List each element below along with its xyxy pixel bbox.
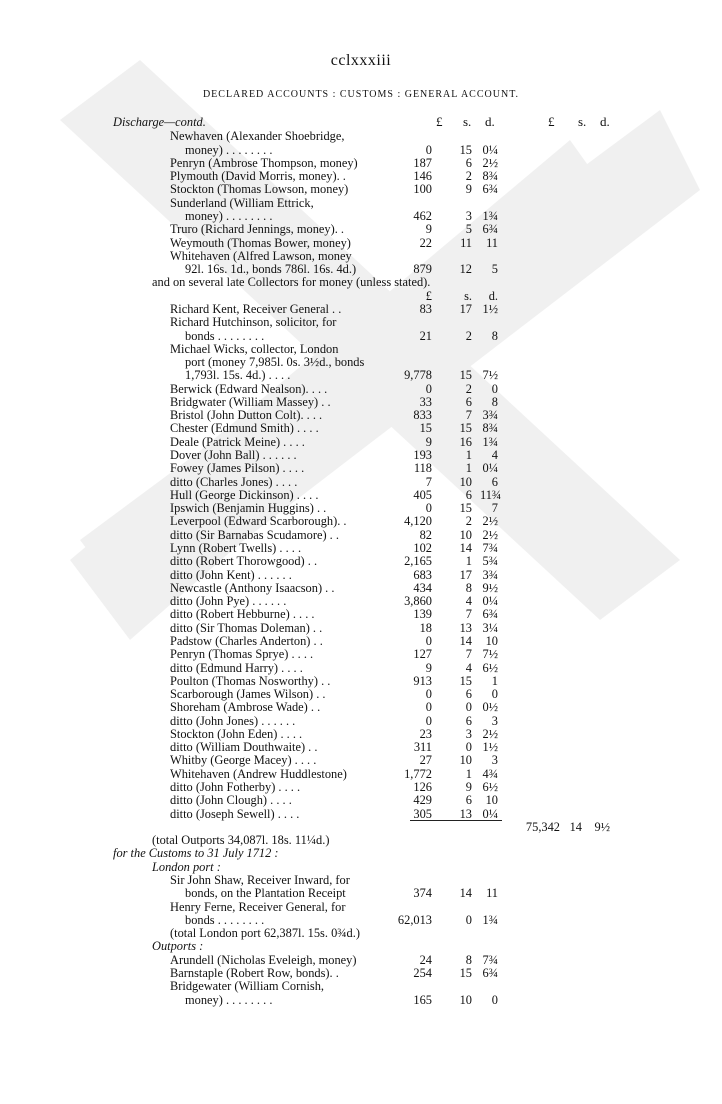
amount-pence: 0½ bbox=[482, 700, 498, 715]
table-row bbox=[0, 368, 722, 382]
row-label: money) . . . . . . . . bbox=[185, 142, 273, 157]
amount-pence: 2½ bbox=[482, 726, 498, 741]
amount-pence: 3¾ bbox=[482, 567, 498, 582]
row-label: Bridgwater (William Massey) . . bbox=[170, 394, 331, 409]
amount-shillings: 12 bbox=[459, 262, 472, 277]
row-label: ditto (John Pye) . . . . . . bbox=[170, 594, 287, 609]
row-label: Whitby (George Macey) . . . . bbox=[170, 753, 317, 768]
row-label: Padstow (Charles Anderton) . . bbox=[170, 633, 323, 648]
amount-pounds: 683 bbox=[413, 567, 432, 582]
amount-pounds: 193 bbox=[413, 448, 432, 462]
table-row bbox=[0, 209, 722, 223]
table-row bbox=[0, 939, 722, 953]
table-row bbox=[0, 169, 722, 183]
amount-shillings: 3 bbox=[465, 209, 472, 223]
row-label: money) . . . . . . . . bbox=[185, 992, 273, 1007]
amount-pence: 2½ bbox=[482, 155, 498, 170]
row-label: Scarborough (James Wilson) . . bbox=[170, 687, 326, 701]
table-row bbox=[0, 687, 722, 701]
table-row bbox=[0, 461, 722, 475]
table-row bbox=[0, 342, 722, 356]
amount-shillings: 7 bbox=[465, 607, 472, 622]
header-total-pence: d. bbox=[600, 114, 610, 129]
amount-pence: 3¾ bbox=[482, 408, 498, 423]
amount-shillings: 15 bbox=[459, 673, 472, 688]
header-total-pounds: £ bbox=[548, 114, 555, 129]
row-label: Poulton (Thomas Nosworthy) . . bbox=[170, 673, 331, 688]
table-row bbox=[0, 408, 722, 422]
table-row bbox=[0, 886, 722, 900]
amount-pounds: 0 bbox=[425, 687, 432, 701]
row-label: Ipswich (Benjamin Huggins) . . bbox=[170, 501, 327, 516]
amount-pence: 3 bbox=[491, 753, 498, 768]
row-label: Henry Ferne, Receiver General, for bbox=[170, 899, 346, 914]
table-row bbox=[0, 355, 722, 369]
amount-pence: 5 bbox=[491, 262, 498, 277]
row-label: ditto (Edmund Harry) . . . . bbox=[170, 660, 303, 675]
amount-shillings: 11 bbox=[460, 235, 472, 250]
row-label: Plymouth (David Morris, money). . bbox=[170, 169, 346, 184]
table-row bbox=[0, 568, 722, 582]
amount-pence: 7½ bbox=[482, 368, 498, 383]
amount-shillings: 3 bbox=[465, 726, 472, 741]
row-label: 92l. 16s. 1d., bonds 786l. 16s. 4d.) bbox=[185, 262, 357, 277]
amount-pounds: 1,772 bbox=[404, 766, 432, 781]
amount-pounds: 311 bbox=[413, 740, 432, 755]
amount-pounds: 7 bbox=[425, 474, 432, 489]
table-row bbox=[0, 700, 722, 714]
table-row bbox=[0, 302, 722, 316]
row-label: port (money 7,985l. 0s. 3½d., bonds bbox=[185, 355, 365, 369]
table-row bbox=[0, 421, 722, 435]
row-label: (total Outports 34,087l. 18s. 11¼d.) bbox=[152, 833, 330, 848]
amount-pounds: 0 bbox=[425, 700, 432, 715]
amount-shillings: 8 bbox=[465, 580, 472, 595]
amount-shillings: 9 bbox=[465, 780, 472, 794]
table-row bbox=[0, 993, 722, 1007]
amount-shillings: 1 bbox=[465, 448, 472, 462]
row-label: money) . . . . . . . . bbox=[185, 209, 273, 223]
amount-shillings: 9 bbox=[465, 182, 472, 197]
row-label: Barnstaple (Robert Row, bonds). . bbox=[170, 965, 339, 980]
table-row bbox=[0, 966, 722, 980]
amount-shillings: 10 bbox=[459, 992, 472, 1007]
amount-pounds: 0 bbox=[425, 381, 432, 396]
amount-pounds: 879 bbox=[413, 262, 432, 277]
amount-pounds: 126 bbox=[413, 780, 432, 794]
row-label: Lynn (Robert Twells) . . . . bbox=[170, 541, 302, 555]
amount-shillings: 14 bbox=[459, 541, 472, 555]
amount-pence: 7¾ bbox=[482, 541, 498, 555]
row-label: ditto (William Douthwaite) . . bbox=[170, 740, 318, 755]
table-row bbox=[0, 528, 722, 542]
table-row bbox=[0, 953, 722, 967]
amount-shillings: 6 bbox=[465, 713, 472, 728]
amount-pounds: 0 bbox=[425, 142, 432, 157]
row-label: Richard Kent, Receiver General . . bbox=[170, 301, 342, 316]
table-row bbox=[0, 514, 722, 528]
table-row bbox=[0, 767, 722, 781]
amount-pounds: 23 bbox=[419, 726, 432, 741]
amount-pence: d. bbox=[488, 288, 498, 303]
table-row bbox=[0, 740, 722, 754]
amount-shillings: 2 bbox=[465, 381, 472, 396]
amount-pence: 10 bbox=[485, 793, 498, 808]
row-label: Outports : bbox=[152, 939, 204, 954]
amount-pounds: 62,013 bbox=[397, 912, 432, 927]
amount-pence: 4 bbox=[491, 448, 498, 462]
row-label: Richard Hutchinson, solicitor, for bbox=[170, 315, 337, 330]
amount-pounds: 15 bbox=[419, 421, 432, 436]
amount-pence: 7½ bbox=[482, 647, 498, 662]
amount-pounds: 833 bbox=[413, 408, 432, 423]
amount-pence: 6¾ bbox=[482, 222, 498, 237]
amount-pence: 0¼ bbox=[482, 461, 498, 476]
table-row bbox=[0, 607, 722, 621]
amount-pence: 0 bbox=[491, 687, 498, 701]
amount-pence: 6 bbox=[491, 474, 498, 489]
table-row bbox=[0, 647, 722, 661]
amount-pence: 0¼ bbox=[482, 594, 498, 609]
table-row bbox=[0, 833, 722, 847]
amount-shillings: 6 bbox=[465, 394, 472, 409]
row-label: ditto (John Kent) . . . . . . bbox=[170, 567, 292, 582]
amount-pounds: 146 bbox=[413, 169, 432, 184]
table-row bbox=[0, 475, 722, 489]
table-row bbox=[0, 182, 722, 196]
row-label: Whitehaven (Alfred Lawson, money bbox=[170, 248, 352, 263]
amount-pence: 1 bbox=[491, 673, 498, 688]
amount-pence: 11 bbox=[486, 235, 498, 250]
amount-pence: 6¾ bbox=[482, 965, 498, 980]
row-label: bonds, on the Plantation Receipt bbox=[185, 886, 346, 901]
amount-pence: 5¾ bbox=[482, 554, 498, 569]
amount-shillings: 15 bbox=[459, 965, 472, 980]
amount-shillings: 6 bbox=[465, 487, 472, 502]
table-row bbox=[0, 846, 722, 860]
amount-pounds: 18 bbox=[419, 620, 432, 635]
row-label: ditto (Robert Thorowgood) . . bbox=[170, 554, 318, 569]
row-label: Bristol (John Dutton Colt). . . . bbox=[170, 408, 323, 423]
amount-pounds: 33 bbox=[419, 394, 432, 409]
amount-pounds: 9 bbox=[425, 434, 432, 449]
amount-pence: 1½ bbox=[482, 301, 498, 316]
amount-pence: 8 bbox=[491, 394, 498, 409]
row-label: Hull (George Dickinson) . . . . bbox=[170, 487, 319, 502]
row-label: ditto (Robert Hebburne) . . . . bbox=[170, 607, 315, 622]
amount-pounds: 9,778 bbox=[404, 368, 432, 383]
amount-pounds: 127 bbox=[413, 647, 432, 662]
table-row bbox=[0, 979, 722, 993]
amount-shillings: 1 bbox=[465, 461, 472, 476]
table-row bbox=[0, 820, 722, 834]
amount-pounds: 187 bbox=[413, 155, 432, 170]
table-row bbox=[0, 727, 722, 741]
table-row bbox=[0, 315, 722, 329]
table-row bbox=[0, 222, 722, 236]
row-label: Shoreham (Ambrose Wade) . . bbox=[170, 700, 321, 715]
amount-pence: 6½ bbox=[482, 660, 498, 675]
table-row bbox=[0, 634, 722, 648]
table-row bbox=[0, 581, 722, 595]
table-row bbox=[0, 541, 722, 555]
table-row bbox=[0, 661, 722, 675]
amount-shillings: 17 bbox=[459, 567, 472, 582]
row-label: Stockton (John Eden) . . . . bbox=[170, 726, 303, 741]
amount-pounds: 24 bbox=[419, 952, 432, 967]
amount-pounds: 405 bbox=[413, 487, 432, 502]
amount-shillings: 1 bbox=[465, 766, 472, 781]
row-label: bonds . . . . . . . . bbox=[185, 912, 265, 927]
amount-shillings: 1 bbox=[465, 554, 472, 569]
table-row bbox=[0, 236, 722, 250]
table-row bbox=[0, 594, 722, 608]
amount-pence: 8¾ bbox=[482, 169, 498, 184]
amount-pence: 7¾ bbox=[482, 952, 498, 967]
table-row bbox=[0, 262, 722, 276]
amount-pence: 2½ bbox=[482, 527, 498, 542]
table-row bbox=[0, 448, 722, 462]
amount-pence: 8 bbox=[491, 328, 498, 343]
row-label: Stockton (Thomas Lowson, money) bbox=[170, 182, 349, 197]
row-label: ditto (John Clough) . . . . bbox=[170, 793, 292, 808]
table-row bbox=[0, 793, 722, 807]
amount-pounds: 21 bbox=[419, 328, 432, 343]
table-row bbox=[0, 501, 722, 515]
amount-pounds: 139 bbox=[413, 607, 432, 622]
amount-pence: 0¼ bbox=[482, 806, 498, 821]
row-label: for the Customs to 31 July 1712 : bbox=[113, 846, 279, 861]
amount-pence: 6¾ bbox=[482, 182, 498, 197]
amount-pounds: 462 bbox=[413, 209, 432, 223]
table-row bbox=[0, 196, 722, 210]
amount-pounds: 165 bbox=[413, 992, 432, 1007]
amount-pounds: 102 bbox=[413, 541, 432, 555]
amount-pounds: 913 bbox=[413, 673, 432, 688]
table-row bbox=[0, 554, 722, 568]
amount-pounds: 2,165 bbox=[404, 554, 432, 569]
amount-pence: 11¾ bbox=[480, 487, 502, 502]
amount-pounds: 27 bbox=[419, 753, 432, 768]
amount-pounds: 83 bbox=[419, 301, 432, 316]
table-row bbox=[0, 435, 722, 449]
amount-shillings: 0 bbox=[465, 912, 472, 927]
amount-shillings: 10 bbox=[459, 527, 472, 542]
amount-pounds: 429 bbox=[413, 793, 432, 808]
row-label: ditto (John Jones) . . . . . . bbox=[170, 713, 296, 728]
page-folio: cclxxxiii bbox=[330, 52, 392, 69]
amount-pence: 9½ bbox=[482, 580, 498, 595]
amount-shillings: 15 bbox=[459, 421, 472, 436]
row-label: (total London port 62,387l. 15s. 0¾d.) bbox=[170, 926, 360, 941]
row-label: ditto (Sir Barnabas Scudamore) . . bbox=[170, 527, 339, 542]
total-pence: 9½ bbox=[594, 819, 610, 834]
amount-shillings: 2 bbox=[465, 328, 472, 343]
amount-pounds: 4,120 bbox=[404, 514, 432, 529]
amount-pounds: 82 bbox=[419, 527, 432, 542]
table-row bbox=[0, 382, 722, 396]
running-head: DECLARED ACCOUNTS : CUSTOMS : GENERAL ACCOUNT. bbox=[202, 89, 520, 100]
amount-shillings: 10 bbox=[459, 474, 472, 489]
row-label: Discharge—contd. bbox=[113, 115, 206, 129]
header-pounds: £ bbox=[436, 114, 443, 129]
amount-shillings: 15 bbox=[459, 368, 472, 383]
amount-pounds: 254 bbox=[413, 965, 432, 980]
row-label: Arundell (Nicholas Eveleigh, money) bbox=[170, 952, 357, 967]
amount-shillings: 14 bbox=[459, 886, 472, 901]
row-label: Penryn (Ambrose Thompson, money) bbox=[170, 155, 358, 170]
amount-shillings: 6 bbox=[465, 793, 472, 808]
amount-pence: 8¾ bbox=[482, 421, 498, 436]
amount-pounds: 0 bbox=[425, 501, 432, 516]
amount-shillings: 4 bbox=[465, 660, 472, 675]
amount-pence: 1¾ bbox=[482, 434, 498, 449]
row-label: Fowey (James Pilson) . . . . bbox=[170, 461, 305, 476]
table-row bbox=[0, 621, 722, 635]
row-label: Weymouth (Thomas Bower, money) bbox=[170, 235, 351, 250]
amount-shillings: 2 bbox=[465, 514, 472, 529]
amount-shillings: 8 bbox=[465, 952, 472, 967]
total-pounds: 75,342 bbox=[525, 819, 560, 834]
amount-shillings: s. bbox=[464, 288, 472, 303]
amount-pounds: 22 bbox=[419, 235, 432, 250]
table-row bbox=[0, 289, 722, 303]
row-label: Sunderland (William Ettrick, bbox=[170, 195, 314, 210]
amount-pounds: 100 bbox=[413, 182, 432, 197]
table-row bbox=[0, 129, 722, 143]
amount-pounds: 434 bbox=[413, 580, 432, 595]
row-label: Penryn (Thomas Sprye) . . . . bbox=[170, 647, 314, 662]
table-row bbox=[0, 860, 722, 874]
amount-pence: 0¼ bbox=[482, 142, 498, 157]
row-label: 1,793l. 15s. 4d.) . . . . bbox=[185, 368, 291, 383]
row-label: Sir John Shaw, Receiver Inward, for bbox=[170, 873, 350, 887]
table-row bbox=[0, 275, 722, 289]
amount-pounds: 374 bbox=[413, 886, 432, 901]
row-label: ditto (John Fotherby) . . . . bbox=[170, 780, 301, 794]
table-row bbox=[0, 674, 722, 688]
row-label: ditto (Charles Jones) . . . . bbox=[170, 474, 298, 489]
amount-shillings: 13 bbox=[459, 806, 472, 821]
amount-pounds: 9 bbox=[425, 222, 432, 237]
row-label: Newcastle (Anthony Isaacson) . . bbox=[170, 580, 335, 595]
row-label: Whitehaven (Andrew Huddlestone) bbox=[170, 766, 347, 781]
row-label: Dover (John Ball) . . . . . . bbox=[170, 448, 297, 462]
amount-shillings: 10 bbox=[459, 753, 472, 768]
amount-pounds: 0 bbox=[425, 713, 432, 728]
row-label: bonds . . . . . . . . bbox=[185, 328, 265, 343]
amount-pounds: 305 bbox=[413, 806, 432, 821]
amount-pounds: 3,860 bbox=[404, 594, 432, 609]
amount-pence: 10 bbox=[485, 633, 498, 648]
row-label: Truro (Richard Jennings, money). . bbox=[170, 222, 345, 237]
total-shillings: 14 bbox=[569, 819, 582, 834]
row-label: Newhaven (Alexander Shoebridge, bbox=[170, 129, 345, 144]
amount-pounds: 9 bbox=[425, 660, 432, 675]
amount-pence: 6½ bbox=[482, 780, 498, 794]
row-label: Leverpool (Edward Scarborough). . bbox=[170, 514, 347, 529]
amount-pence: 3¼ bbox=[482, 620, 498, 635]
amount-pence: 4¾ bbox=[482, 766, 498, 781]
table-row bbox=[0, 249, 722, 263]
header-total-shillings: s. bbox=[578, 114, 587, 129]
amount-pence: 1¾ bbox=[482, 209, 498, 223]
header-shillings: s. bbox=[463, 114, 472, 129]
amount-shillings: 5 bbox=[465, 222, 472, 237]
table-row bbox=[0, 714, 722, 728]
amount-shillings: 0 bbox=[465, 740, 472, 755]
row-label: ditto (Joseph Sewell) . . . . bbox=[170, 806, 300, 821]
table-row bbox=[0, 780, 722, 794]
header-pence: d. bbox=[485, 114, 495, 129]
table-row bbox=[0, 753, 722, 767]
row-label: London port : bbox=[152, 859, 221, 874]
amount-pounds: 118 bbox=[413, 461, 432, 476]
table-row bbox=[0, 143, 722, 157]
amount-shillings: 2 bbox=[465, 169, 472, 184]
table-row bbox=[0, 329, 722, 343]
row-label: Michael Wicks, collector, London bbox=[170, 341, 339, 356]
amount-shillings: 16 bbox=[459, 434, 472, 449]
amount-shillings: 17 bbox=[459, 301, 472, 316]
amount-pence: 7 bbox=[491, 501, 498, 516]
row-label: ditto (Sir Thomas Doleman) . . bbox=[170, 620, 323, 635]
amount-shillings: 13 bbox=[459, 620, 472, 635]
row-label: and on several late Collectors for money (unless stated). bbox=[152, 275, 431, 290]
amount-pence: 1¾ bbox=[482, 912, 498, 927]
amount-pence: 0 bbox=[491, 992, 498, 1007]
table-row bbox=[0, 913, 722, 927]
amount-pence: 6¾ bbox=[482, 607, 498, 622]
amount-pounds: 0 bbox=[425, 633, 432, 648]
amount-shillings: 14 bbox=[459, 633, 472, 648]
table-row bbox=[0, 156, 722, 170]
table-row bbox=[0, 395, 722, 409]
amount-shillings: 15 bbox=[459, 142, 472, 157]
amount-pounds: £ bbox=[425, 288, 432, 303]
amount-pence: 2½ bbox=[482, 514, 498, 529]
amount-pence: 3 bbox=[491, 713, 498, 728]
amount-pence: 11 bbox=[486, 886, 498, 901]
table-row bbox=[0, 115, 722, 129]
table-row bbox=[0, 900, 722, 914]
amount-shillings: 6 bbox=[465, 687, 472, 701]
row-label: Berwick (Edward Nealson). . . . bbox=[170, 381, 328, 396]
table-row bbox=[0, 807, 722, 821]
amount-pence: 0 bbox=[491, 381, 498, 396]
row-label: Chester (Edmund Smith) . . . . bbox=[170, 421, 319, 436]
table-row bbox=[0, 926, 722, 940]
row-label: Bridgewater (William Cornish, bbox=[170, 979, 325, 994]
amount-shillings: 7 bbox=[465, 647, 472, 662]
amount-shillings: 7 bbox=[465, 408, 472, 423]
amount-shillings: 4 bbox=[465, 594, 472, 609]
amount-pence: 1½ bbox=[482, 740, 498, 755]
amount-shillings: 15 bbox=[459, 501, 472, 516]
amount-shillings: 0 bbox=[465, 700, 472, 715]
table-row bbox=[0, 873, 722, 887]
table-row bbox=[0, 488, 722, 502]
row-label: Deale (Patrick Meine) . . . . bbox=[170, 434, 305, 449]
amount-shillings: 6 bbox=[465, 155, 472, 170]
